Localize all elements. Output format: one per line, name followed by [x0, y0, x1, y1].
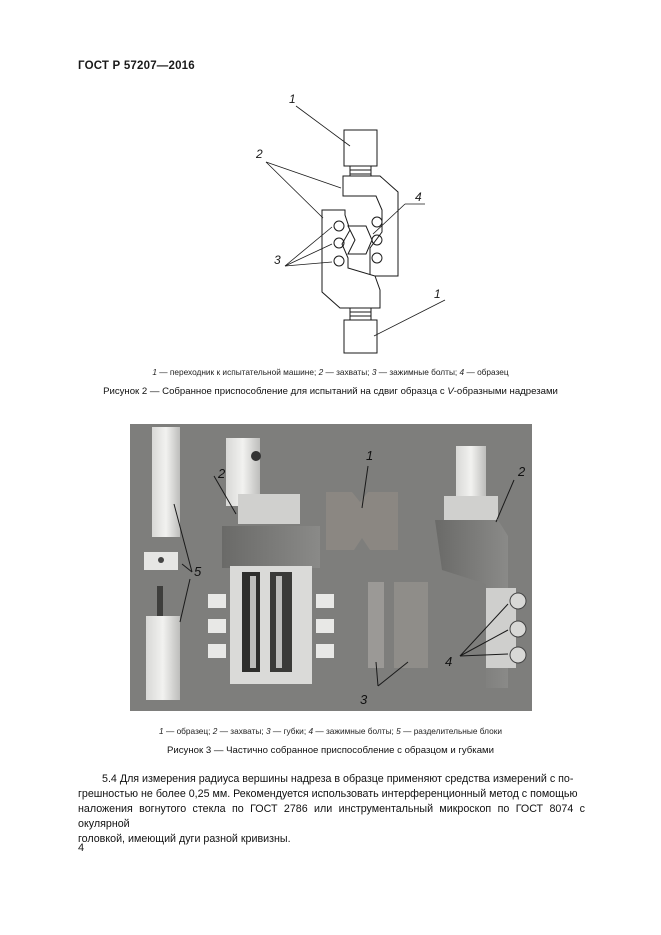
jaw — [394, 582, 428, 668]
grip-collar — [444, 496, 498, 524]
figure-3-photo — [130, 424, 532, 711]
photo-label-4: 4 — [445, 654, 453, 669]
label-4: 4 — [415, 190, 422, 204]
photo-label-1: 1 — [366, 448, 374, 463]
document-header: ГОСТ Р 57207—2016 — [78, 60, 195, 72]
grip-block — [222, 526, 320, 568]
figure-2-drawing — [0, 0, 661, 360]
figure-3-caption: Рисунок 3 — Частично собранное приспособление с образцом и губками — [167, 745, 494, 756]
bolt — [510, 593, 526, 609]
paragraph-line: головкой, имеющий дуги разной кривизны. — [78, 833, 291, 845]
bolt — [510, 621, 526, 637]
bottom-adapter — [344, 320, 377, 353]
grip-collar — [238, 494, 300, 524]
label-1-top: 1 — [289, 92, 296, 106]
photo-label-2-right: 2 — [518, 464, 526, 479]
photo-label-5: 5 — [194, 564, 202, 579]
bolt — [208, 619, 226, 633]
page-number: 4 — [78, 842, 85, 854]
bolt — [510, 647, 526, 663]
figure-2-legend: 1 — переходник к испытательной машине; 2 — захваты; 3 — зажимные болты; 4 — образец — [152, 367, 509, 377]
section-5-4-paragraph — [78, 772, 585, 847]
bolt — [372, 217, 382, 227]
jaw — [368, 582, 384, 668]
figure-2-caption: Рисунок 2 — Собранное приспособление для испытаний на сдвиг образца с V-образными надрезами — [103, 386, 558, 397]
label-3: 3 — [274, 253, 281, 267]
bolt — [316, 644, 334, 658]
bolt — [316, 619, 334, 633]
paragraph-line: грешностью не более 0,25 мм. Рекомендуется использовать интерференционный метод с помощью — [78, 788, 578, 800]
paragraph-line: наложения вогнутого стекла по ГОСТ 2786 или инструментальный микроскоп по ГОСТ 8074 с окулярной — [78, 803, 585, 830]
v-notch-specimen — [348, 226, 372, 254]
photo-label-2-left: 2 — [218, 466, 226, 481]
bolt — [316, 594, 334, 608]
separator-block — [146, 616, 180, 700]
bolt — [208, 644, 226, 658]
separator-block — [152, 427, 180, 537]
figure-3-legend: 1 — образец; 2 — захваты; 3 — губки; 4 — зажимные болты; 5 — разделительные блоки — [159, 726, 502, 736]
label-2: 2 — [256, 147, 263, 161]
bolt — [208, 594, 226, 608]
paragraph-line: 5.4 Для измерения радиуса вершины надреза в образце применяют средства измерений с по- — [102, 773, 574, 785]
photo-label-3: 3 — [360, 692, 368, 707]
top-adapter — [344, 130, 377, 166]
label-1-bottom: 1 — [434, 287, 441, 301]
